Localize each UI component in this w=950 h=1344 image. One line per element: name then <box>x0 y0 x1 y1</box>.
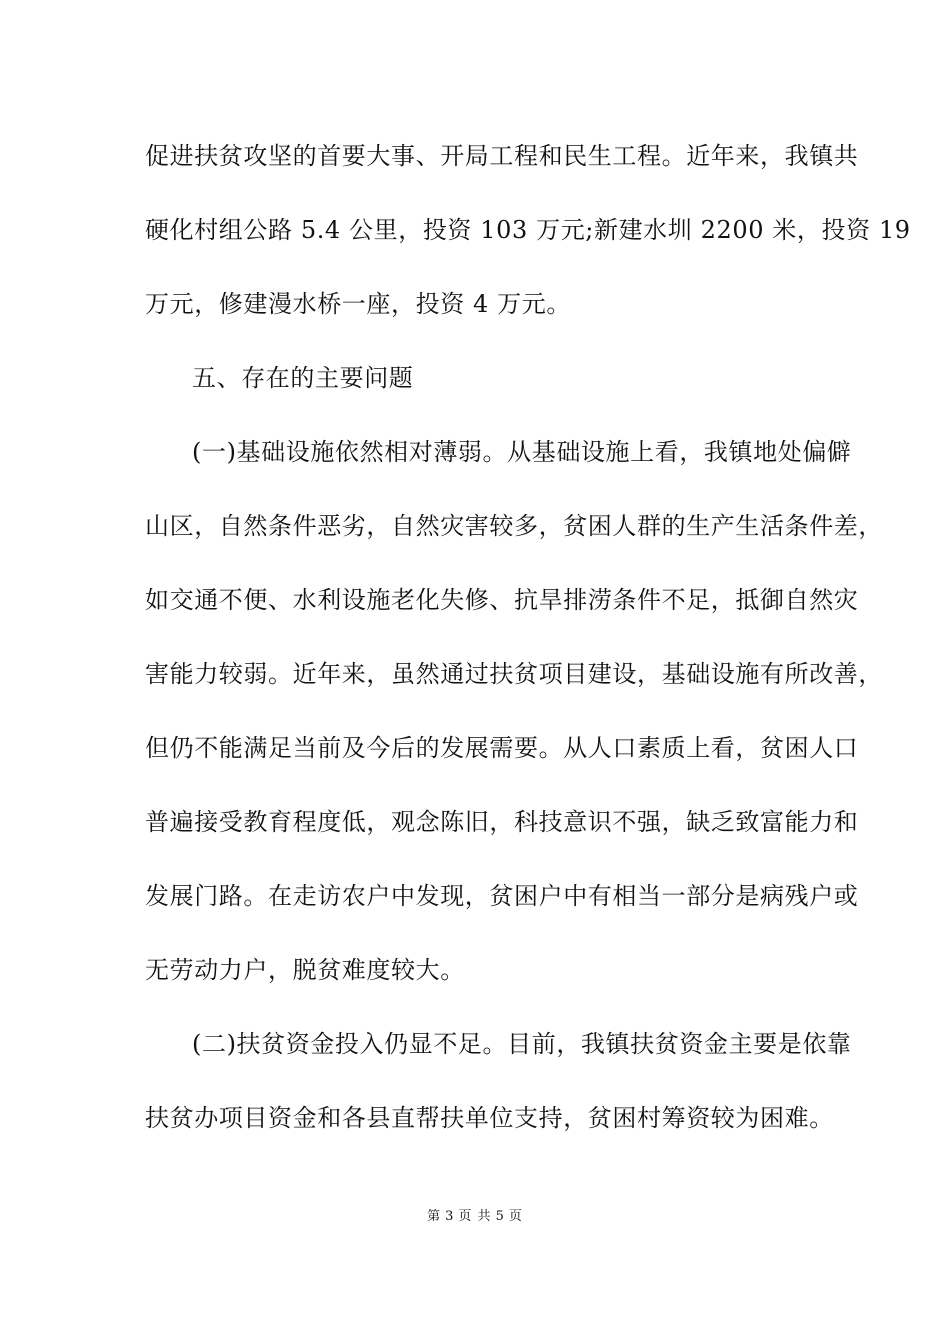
footer-current-page: 3 <box>445 1209 455 1224</box>
text-line: (二)扶贫资金投入仍显不足。目前，我镇扶贫资金主要是依靠 <box>192 1030 852 1058</box>
footer-suffix: 页 <box>508 1209 523 1224</box>
text-line: 山区，自然条件恶劣，自然灾害较多，贫困人群的生产生活条件差， <box>145 512 883 540</box>
text-line: 普遍接受教育程度低，观念陈旧，科技意识不强，缺乏致富能力和 <box>145 808 859 836</box>
footer-prefix: 第 <box>427 1209 442 1224</box>
text-line: 害能力较弱。近年来，虽然通过扶贫项目建设，基础设施有所改善， <box>145 660 883 688</box>
text-line: 硬化村组公路 5.4 公里，投资 103 万元;新建水圳 2200 米，投资 19 <box>145 216 911 244</box>
footer-total-pages: 5 <box>495 1209 505 1224</box>
text-line: 但仍不能满足当前及今后的发展需要。从人口素质上看，贫困人口 <box>145 734 859 762</box>
text-line: (一)基础设施依然相对薄弱。从基础设施上看，我镇地处偏僻 <box>192 438 852 466</box>
section-heading: 五、存在的主要问题 <box>192 364 414 392</box>
text-line: 促进扶贫攻坚的首要大事、开局工程和民生工程。近年来，我镇共 <box>145 142 859 170</box>
text-line: 无劳动力户，脱贫难度较大。 <box>145 956 465 984</box>
text-line: 发展门路。在走访农户中发现，贫困户中有相当一部分是病残户或 <box>145 882 859 910</box>
page-footer <box>0 1208 950 1226</box>
text-line: 如交通不便、水利设施老化失修、抗旱排涝条件不足，抵御自然灾 <box>145 586 859 614</box>
text-line: 万元，修建漫水桥一座，投资 4 万元。 <box>145 290 571 318</box>
text-line: 扶贫办项目资金和各县直帮扶单位支持，贫困村筹资较为困难。 <box>145 1104 834 1132</box>
footer-middle: 页 共 <box>458 1209 492 1224</box>
